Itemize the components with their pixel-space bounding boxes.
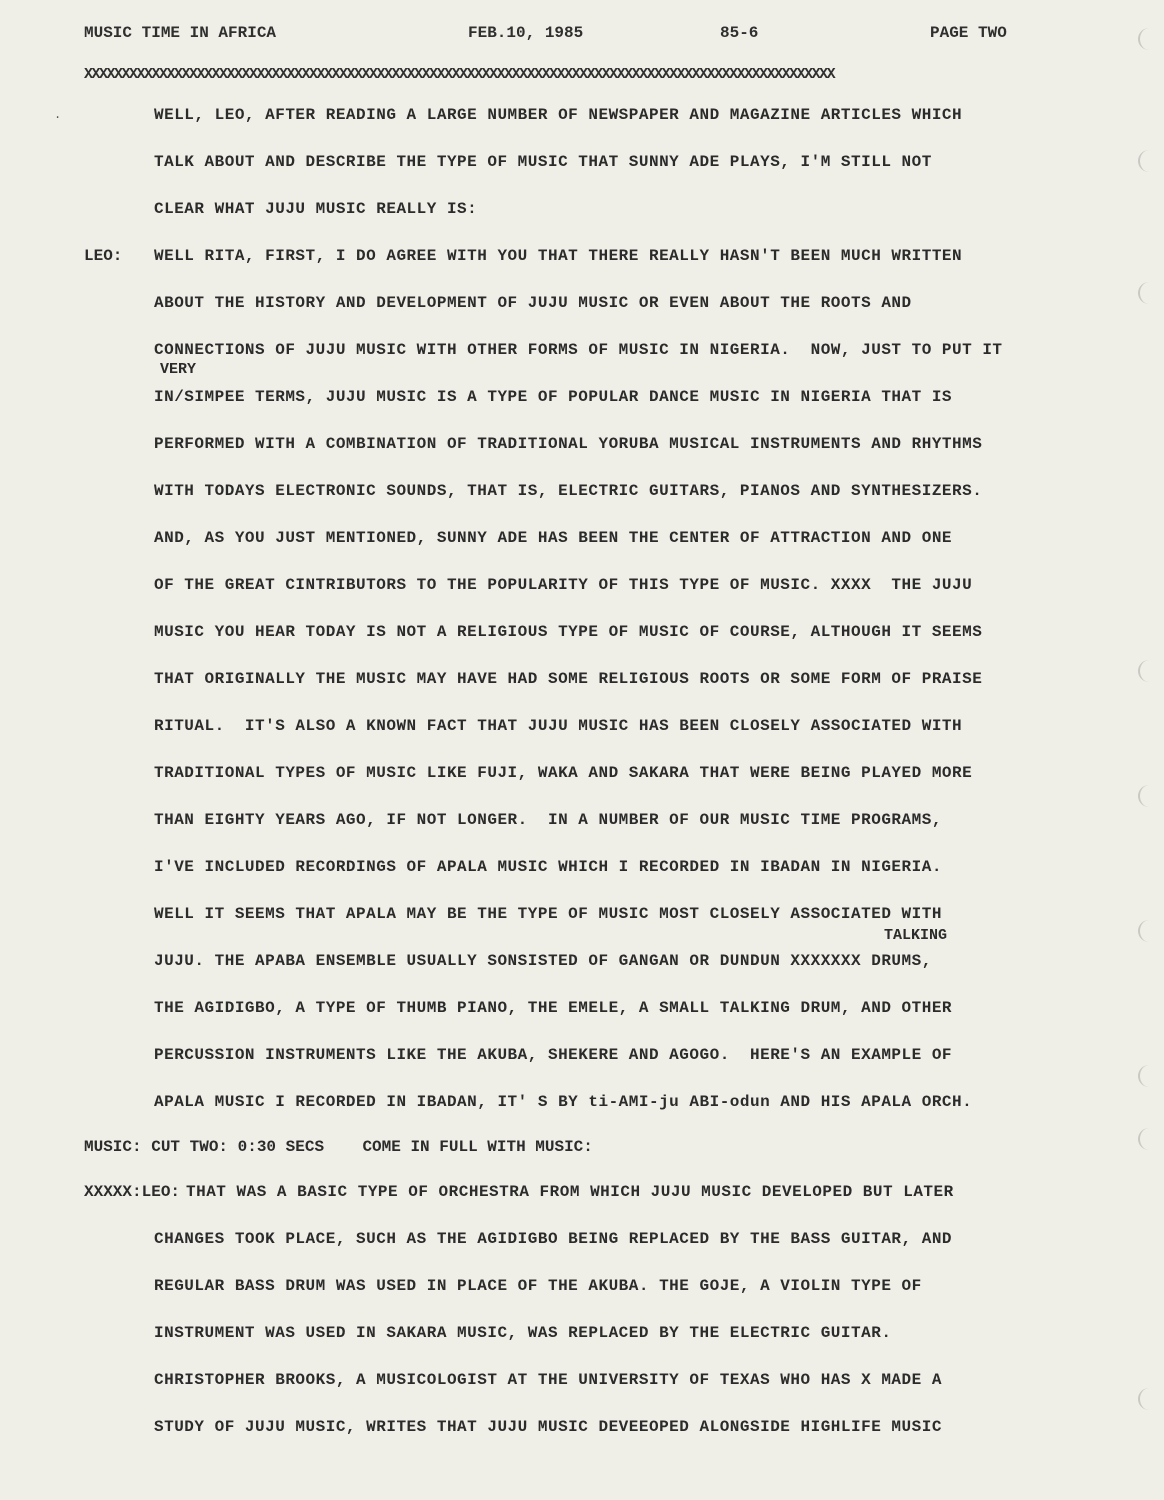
text-line: MUSIC YOU HEAR TODAY IS NOT A RELIGIOUS TYPE OF MUSIC OF COURSE, ALTHOUGH IT SEEMS	[154, 623, 983, 641]
inserted-word-very: VERY	[160, 361, 197, 378]
margin-dot: .	[54, 108, 62, 122]
text-line: RITUAL. IT'S ALSO A KNOWN FACT THAT JUJU MUSIC HAS BEEN CLOSELY ASSOCIATED WITH	[154, 717, 963, 735]
binder-hole-mark	[1138, 28, 1160, 50]
text-line: PERCUSSION INSTRUMENTS LIKE THE AKUBA, SHEKERE AND AGOGO. HERE'S AN EXAMPLE OF	[154, 1046, 953, 1064]
text-line: I'VE INCLUDED RECORDINGS OF APALA MUSIC WHICH I RECORDED IN IBADAN IN NIGERIA.	[154, 858, 942, 876]
header-script-number: 85-6	[720, 24, 759, 42]
binder-hole-mark	[1138, 1128, 1160, 1150]
text-line: WELL, LEO, AFTER READING A LARGE NUMBER OF NEWSPAPER AND MAGAZINE ARTICLES WHICH	[154, 106, 963, 124]
text-line: CHANGES TOOK PLACE, SUCH AS THE AGIDIGBO BEING REPLACED BY THE BASS GUITAR, AND	[154, 1230, 953, 1248]
text-line: PERFORMED WITH A COMBINATION OF TRADITIONAL YORUBA MUSICAL INSTRUMENTS AND RHYTHMS	[154, 435, 983, 453]
text-line: THE AGIDIGBO, A TYPE OF THUMB PIANO, THE EMELE, A SMALL TALKING DRUM, AND OTHER	[154, 999, 953, 1017]
header-page-number: PAGE TWO	[930, 24, 1007, 42]
text-line: CHRISTOPHER BROOKS, A MUSICOLOGIST AT THE UNIVERSITY OF TEXAS WHO HAS X MADE A	[154, 1371, 942, 1389]
text-line: REGULAR BASS DRUM WAS USED IN PLACE OF THE AKUBA. THE GOJE, A VIOLIN TYPE OF	[154, 1277, 922, 1295]
text-line: CONNECTIONS OF JUJU MUSIC WITH OTHER FORMS OF MUSIC IN NIGERIA. NOW, JUST TO PUT IT	[154, 341, 1003, 359]
binder-hole-mark	[1138, 660, 1160, 682]
text-line: INSTRUMENT WAS USED IN SAKARA MUSIC, WAS REPLACED BY THE ELECTRIC GUITAR.	[154, 1324, 892, 1342]
text-line: IN/SIMPEE TERMS, JUJU MUSIC IS A TYPE OF POPULAR DANCE MUSIC IN NIGERIA THAT IS	[154, 388, 953, 406]
text-line: THAT WAS A BASIC TYPE OF ORCHESTRA FROM WHICH JUJU MUSIC DEVELOPED BUT LATER	[186, 1183, 954, 1201]
binder-hole-mark	[1138, 1065, 1160, 1087]
text-line: STUDY OF JUJU MUSIC, WRITES THAT JUJU MUSIC DEVEEOPED ALONGSIDE HIGHLIFE MUSIC	[154, 1418, 942, 1436]
header-program-title: MUSIC TIME IN AFRICA	[84, 24, 277, 42]
text-line: THAN EIGHTY YEARS AGO, IF NOT LONGER. IN A NUMBER OF OUR MUSIC TIME PROGRAMS,	[154, 811, 942, 829]
text-line: CLEAR WHAT JUJU MUSIC REALLY IS:	[154, 200, 478, 218]
binder-hole-mark	[1138, 150, 1160, 172]
text-line: WITH TODAYS ELECTRONIC SOUNDS, THAT IS, ELECTRIC GUITARS, PIANOS AND SYNTHESIZERS.	[154, 482, 983, 500]
text-line: WELL IT SEEMS THAT APALA MAY BE THE TYPE OF MUSIC MOST CLOSELY ASSOCIATED WITH	[154, 905, 942, 923]
binder-hole-mark	[1138, 1388, 1160, 1410]
text-line: WELL RITA, FIRST, I DO AGREE WITH YOU THAT THERE REALLY HASN'T BEEN MUCH WRITTEN	[154, 247, 963, 265]
text-line: JUJU. THE APABA ENSEMBLE USUALLY SONSISTED OF GANGAN OR DUNDUN XXXXXXX DRUMS,	[154, 952, 932, 970]
binder-hole-mark	[1138, 785, 1160, 807]
binder-hole-mark	[1138, 920, 1160, 942]
text-line: TALK ABOUT AND DESCRIBE THE TYPE OF MUSIC THAT SUNNY ADE PLAYS, I'M STILL NOT	[154, 153, 932, 171]
text-line: OF THE GREAT CINTRIBUTORS TO THE POPULARITY OF THIS TYPE OF MUSIC. XXXX THE JUJU	[154, 576, 973, 594]
music-cue: MUSIC: CUT TWO: 0:30 SECS COME IN FULL WITH MUSIC:	[84, 1138, 593, 1156]
header-date: FEB.10, 1985	[468, 24, 584, 42]
binder-hole-mark	[1138, 282, 1160, 304]
struck-out-line: XXXXXXXXXXXXXXXXXXXXXXXXXXXXXXXXXXXXXXXXXXXXXXXXXXXXXXXXXXXXXXXXXXXXXXXXXXXXXXXXXXXXXXXXXXXXXXXXXXXX	[84, 66, 835, 83]
inserted-word-talking: TALKING	[884, 927, 948, 944]
text-line: THAT ORIGINALLY THE MUSIC MAY HAVE HAD SOME RELIGIOUS ROOTS OR SOME FORM OF PRAISE	[154, 670, 983, 688]
text-line: TRADITIONAL TYPES OF MUSIC LIKE FUJI, WAKA AND SAKARA THAT WERE BEING PLAYED MORE	[154, 764, 973, 782]
speaker-label-leo-2: XXXXX:LEO:	[84, 1183, 181, 1201]
text-line: ABOUT THE HISTORY AND DEVELOPMENT OF JUJU MUSIC OR EVEN ABOUT THE ROOTS AND	[154, 294, 912, 312]
text-line: APALA MUSIC I RECORDED IN IBADAN, IT' S BY ti-AMI-ju ABI-odun AND HIS APALA ORCH.	[154, 1093, 973, 1111]
speaker-label-leo: LEO:	[84, 247, 123, 265]
text-line: AND, AS YOU JUST MENTIONED, SUNNY ADE HAS BEEN THE CENTER OF ATTRACTION AND ONE	[154, 529, 953, 547]
